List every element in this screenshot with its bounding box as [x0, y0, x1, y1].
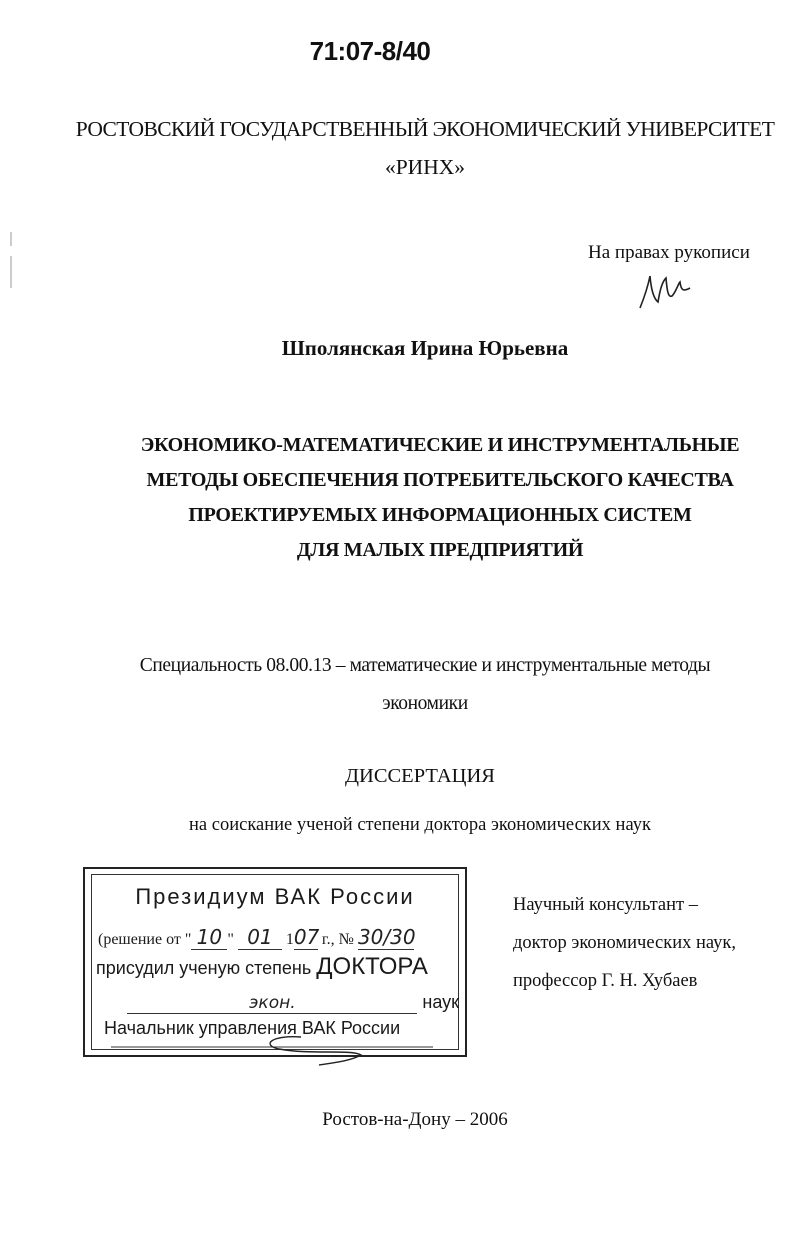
stamp-degree: ДОКТОРА: [316, 953, 428, 980]
title-line: ПРОЕКТИРУЕМЫХ ИНФОРМАЦИОННЫХ СИСТЕМ: [188, 504, 692, 526]
consultant-line: профессор Г. Н. Хубаев: [513, 971, 698, 991]
title-line: МЕТОДЫ ОБЕСПЕЧЕНИЯ ПОТРЕБИТЕЛЬСКОГО КАЧЕСТВА: [146, 469, 734, 491]
university-abbr: «РИНХ»: [384, 155, 466, 179]
author-signature: [634, 268, 696, 312]
stamp-head: Начальник управления ВАК России: [104, 1018, 401, 1038]
stamp-month: 01: [238, 925, 282, 950]
city-year: Ростов-на-Дону – 2006: [322, 1109, 508, 1130]
stamp-field-line: [85, 992, 459, 1014]
stamp-decision-prefix: (решение от ": [98, 931, 192, 948]
stamp-year: 07: [293, 925, 320, 949]
vak-stamp: [83, 867, 467, 1057]
scientific-consultant: [513, 886, 736, 1000]
stamp-day: 10: [191, 925, 227, 950]
manuscript-rights: На правах рукописи: [588, 242, 750, 263]
stamp-sciences: наук: [422, 992, 459, 1012]
specialty-line: Специальность 08.00.13 – математические и инструментальные методы: [139, 655, 711, 676]
stamp-quote: ": [227, 931, 234, 948]
university-name: РОСТОВСКИЙ ГОСУДАРСТВЕННЫЙ ЭКОНОМИЧЕСКИЙ УНИВЕРСИТЕТ: [75, 117, 775, 141]
consultant-line: Научный консультант –: [513, 895, 698, 915]
stamp-year-prefix: 1: [285, 931, 294, 948]
stamp-awarded-line: [96, 953, 465, 981]
specialty: [0, 647, 797, 723]
stamp-header: Президиум ВАК России: [135, 884, 415, 909]
consultant-line: доктор экономических наук,: [513, 933, 737, 953]
title-line: ЭКОНОМИКО-МАТЕМАТИЧЕСКИЕ И ИНСТРУМЕНТАЛЬНЫЕ: [140, 434, 740, 456]
stamp-awarded: присудил ученую степень: [96, 958, 312, 978]
stamp-field: экон.: [127, 993, 417, 1014]
stamp-signature: [111, 1035, 451, 1067]
stamp-decision-line: [98, 925, 465, 950]
title-line: ДЛЯ МАЛЫХ ПРЕДПРИЯТИЙ: [296, 539, 584, 561]
scan-margin-marks: [10, 232, 12, 288]
author-name: Шполянская Ирина Юрьевна: [281, 336, 569, 360]
document-type: ДИССЕРТАЦИЯ: [345, 765, 495, 787]
dissertation-title: [0, 428, 797, 568]
stamp-year-suffix: г., №: [321, 931, 354, 948]
specialty-line: экономики: [382, 693, 468, 714]
degree-line: на соискание ученой степени доктора экономических наук: [189, 815, 651, 835]
stamp-number: 30/30: [357, 925, 416, 949]
catalog-number: 71:07-8/40: [309, 36, 431, 66]
